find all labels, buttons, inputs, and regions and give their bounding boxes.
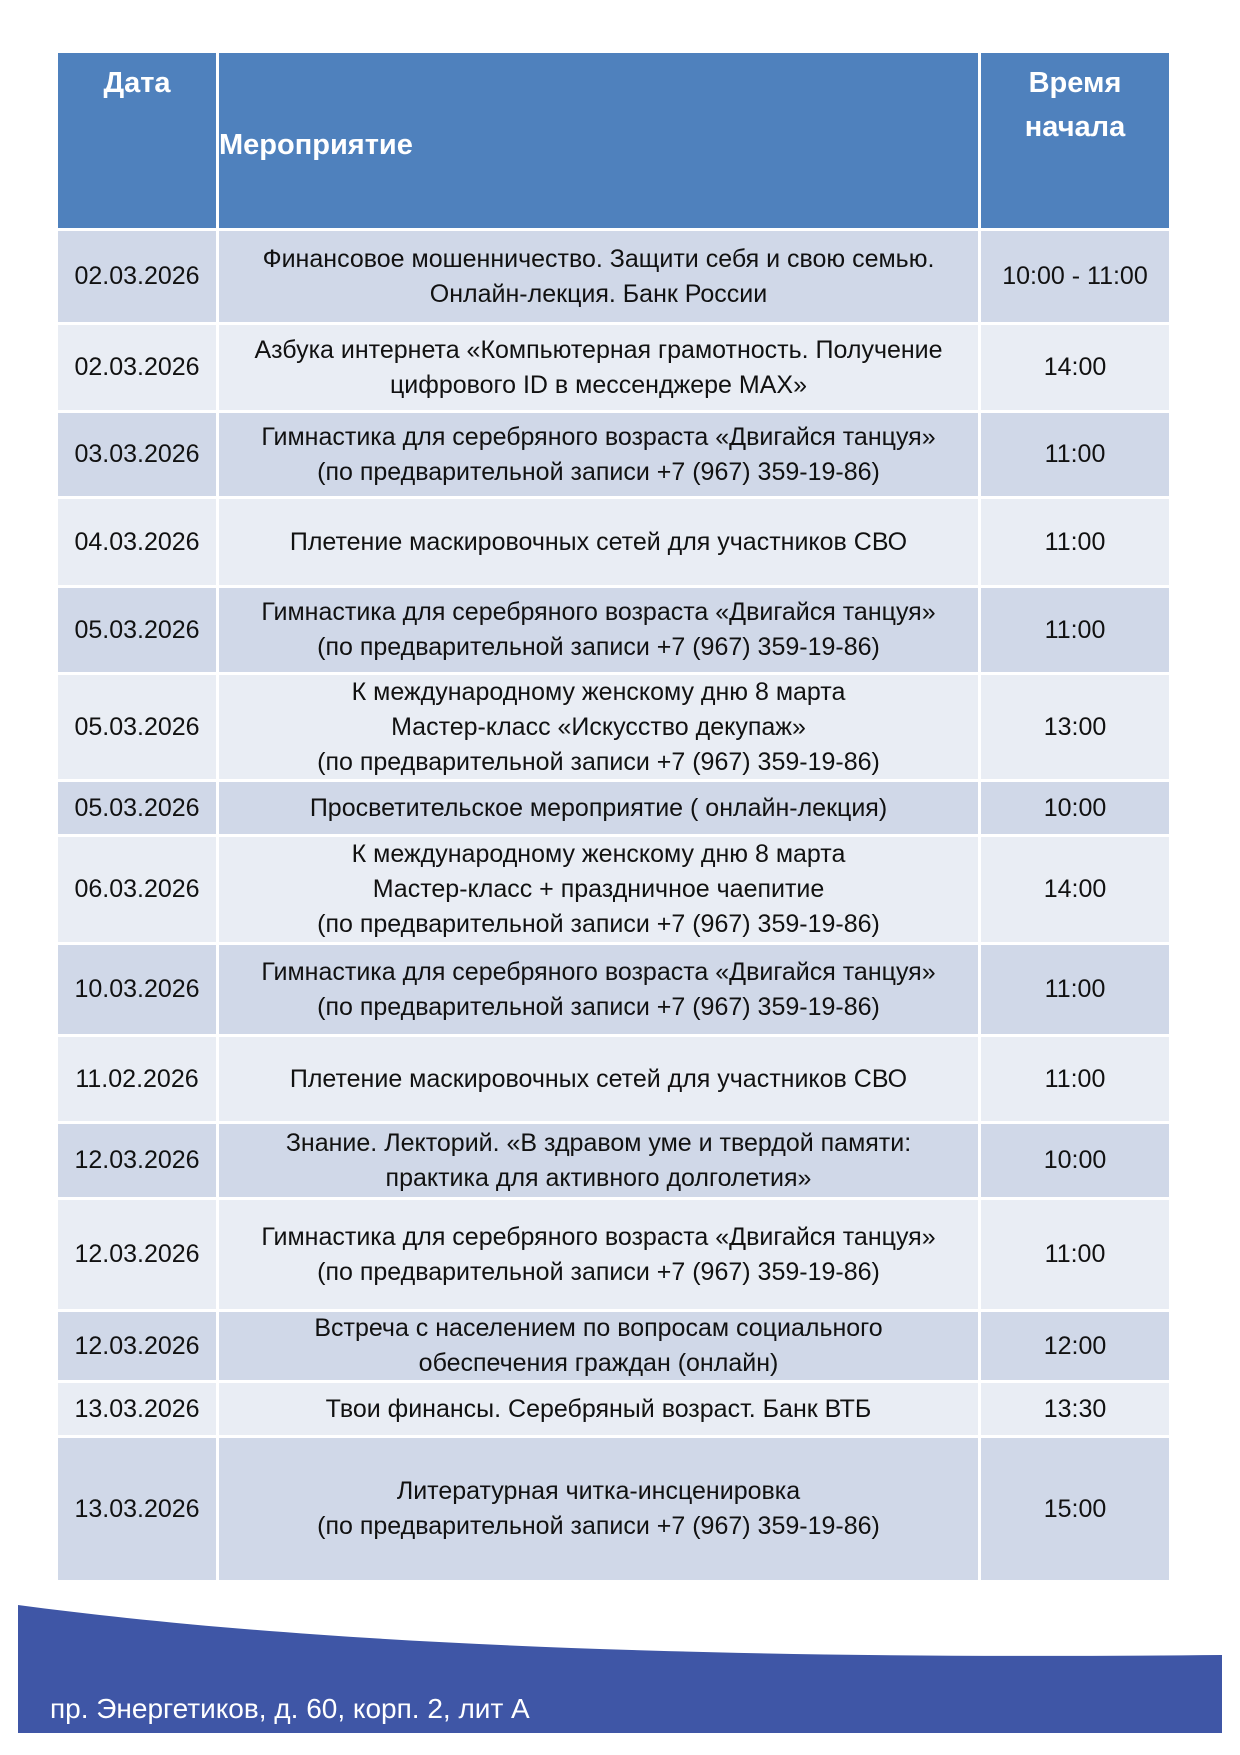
row-time: 10:00 bbox=[981, 782, 1169, 834]
row-date: 02.03.2026 bbox=[58, 325, 219, 410]
event-line: обеспечения граждан (онлайн) bbox=[418, 1349, 779, 1377]
row-event bbox=[219, 782, 981, 834]
event-line: Гимнастика для серебряного возраста «Двигайся танцуя» bbox=[261, 957, 936, 986]
event-line: Онлайн-лекция. Банк России bbox=[429, 279, 768, 308]
table-row bbox=[58, 945, 1169, 1037]
row-event bbox=[219, 1312, 981, 1380]
row-time: 10:00 - 11:00 bbox=[981, 231, 1169, 322]
row-event bbox=[219, 325, 981, 410]
row-date: 13.03.2026 bbox=[58, 1383, 219, 1435]
row-time: 11:00 bbox=[981, 588, 1169, 672]
row-event bbox=[219, 588, 981, 672]
row-time: 14:00 bbox=[981, 837, 1169, 942]
row-date: 12.03.2026 bbox=[58, 1124, 219, 1197]
footer-address: пр. Энергетиков, д. 60, корп. 2, лит А bbox=[50, 1693, 530, 1724]
table-row bbox=[58, 499, 1169, 588]
row-date: 11.02.2026 bbox=[58, 1037, 219, 1121]
event-line: Мастер-класс «Искусство декупаж» bbox=[391, 712, 806, 741]
table-header bbox=[58, 53, 1169, 231]
table-row bbox=[58, 231, 1169, 325]
event-line: Твои финансы. Серебряный возраст. Банк ВТБ bbox=[325, 1394, 872, 1423]
row-event bbox=[219, 413, 981, 496]
table-row bbox=[58, 1037, 1169, 1124]
row-time: 12:00 bbox=[981, 1312, 1169, 1380]
event-line: К международному женскому дню 8 марта bbox=[351, 677, 846, 706]
row-date: 03.03.2026 bbox=[58, 413, 219, 496]
row-event bbox=[219, 1200, 981, 1309]
row-time: 10:00 bbox=[981, 1124, 1169, 1197]
row-date: 12.03.2026 bbox=[58, 1200, 219, 1309]
row-event bbox=[219, 1037, 981, 1121]
table-row bbox=[58, 1438, 1169, 1583]
event-line: Гимнастика для серебряного возраста «Двигайся танцуя» bbox=[261, 598, 936, 626]
event-line: Литературная читка-инсценировка bbox=[396, 1477, 801, 1505]
row-time: 15:00 bbox=[981, 1438, 1169, 1580]
table-body bbox=[58, 231, 1169, 1583]
row-date: 12.03.2026 bbox=[58, 1312, 219, 1380]
footer-band bbox=[18, 1605, 1222, 1733]
row-date: 05.03.2026 bbox=[58, 675, 219, 779]
event-line: цифрового ID в мессенджере MAX» bbox=[389, 370, 807, 399]
row-event bbox=[219, 675, 981, 779]
event-line: Плетение маскировочных сетей для участников СВО bbox=[289, 1064, 908, 1093]
event-line: (по предварительной записи +7 (967) 359-19-86) bbox=[317, 457, 880, 486]
row-event bbox=[219, 837, 981, 942]
row-event bbox=[219, 1438, 981, 1580]
header-event: Мероприятие bbox=[219, 53, 981, 228]
row-date: 10.03.2026 bbox=[58, 945, 219, 1034]
event-line: Мастер-класс + праздничное чаепитие bbox=[372, 875, 825, 903]
event-line: Плетение маскировочных сетей для участников СВО bbox=[289, 527, 908, 556]
table-row bbox=[58, 1124, 1169, 1200]
table-row bbox=[58, 325, 1169, 413]
table-row bbox=[58, 675, 1169, 782]
row-event bbox=[219, 1124, 981, 1197]
table-row bbox=[58, 1200, 1169, 1312]
event-line: Гимнастика для серебряного возраста «Двигайся танцуя» bbox=[261, 422, 936, 451]
event-line: Гимнастика для серебряного возраста «Двигайся танцуя» bbox=[261, 1222, 936, 1251]
row-date: 04.03.2026 bbox=[58, 499, 219, 585]
row-event bbox=[219, 499, 981, 585]
event-line: (по предварительной записи +7 (967) 359-19-86) bbox=[317, 1257, 880, 1286]
table-row bbox=[58, 1312, 1169, 1383]
event-line: Встреча с населением по вопросам социального bbox=[314, 1314, 883, 1342]
row-date: 13.03.2026 bbox=[58, 1438, 219, 1580]
header-time-label: Время начала bbox=[1024, 67, 1126, 143]
row-time: 13:00 bbox=[981, 675, 1169, 779]
table-row bbox=[58, 413, 1169, 499]
table-row bbox=[58, 1383, 1169, 1438]
row-date: 06.03.2026 bbox=[58, 837, 219, 942]
row-event bbox=[219, 945, 981, 1034]
header-time bbox=[981, 53, 1169, 228]
row-date: 05.03.2026 bbox=[58, 588, 219, 672]
event-line: Азбука интернета «Компьютерная грамотность. Получение bbox=[254, 335, 943, 364]
event-line: (по предварительной записи +7 (967) 359-19-86) bbox=[317, 633, 880, 661]
event-line: К международному женскому дню 8 марта bbox=[351, 840, 846, 868]
event-line: Знание. Лекторий. «В здравом уме и твердой памяти: bbox=[285, 1128, 912, 1157]
row-time: 13:30 bbox=[981, 1383, 1169, 1435]
event-line: (по предварительной записи +7 (967) 359-19-86) bbox=[317, 910, 880, 938]
event-line: Финансовое мошенничество. Защити себя и свою семью. bbox=[262, 244, 935, 273]
row-time: 11:00 bbox=[981, 1200, 1169, 1309]
event-line: (по предварительной записи +7 (967) 359-19-86) bbox=[317, 747, 880, 776]
table-row bbox=[58, 837, 1169, 945]
event-line: практика для активного долголетия» bbox=[385, 1163, 812, 1192]
table-row bbox=[58, 588, 1169, 675]
row-time: 11:00 bbox=[981, 499, 1169, 585]
header-date: Дата bbox=[58, 53, 219, 228]
schedule-table bbox=[58, 53, 1169, 1583]
row-event bbox=[219, 231, 981, 322]
row-time: 11:00 bbox=[981, 1037, 1169, 1121]
row-time: 11:00 bbox=[981, 413, 1169, 496]
row-time: 11:00 bbox=[981, 945, 1169, 1034]
event-line: (по предварительной записи +7 (967) 359-19-86) bbox=[317, 1512, 880, 1540]
row-date: 02.03.2026 bbox=[58, 231, 219, 322]
event-line: Просветительское мероприятие ( онлайн-лекция) bbox=[309, 793, 888, 822]
event-line: (по предварительной записи +7 (967) 359-19-86) bbox=[317, 992, 880, 1021]
row-time: 14:00 bbox=[981, 325, 1169, 410]
table-row bbox=[58, 782, 1169, 837]
row-event bbox=[219, 1383, 981, 1435]
row-date: 05.03.2026 bbox=[58, 782, 219, 834]
